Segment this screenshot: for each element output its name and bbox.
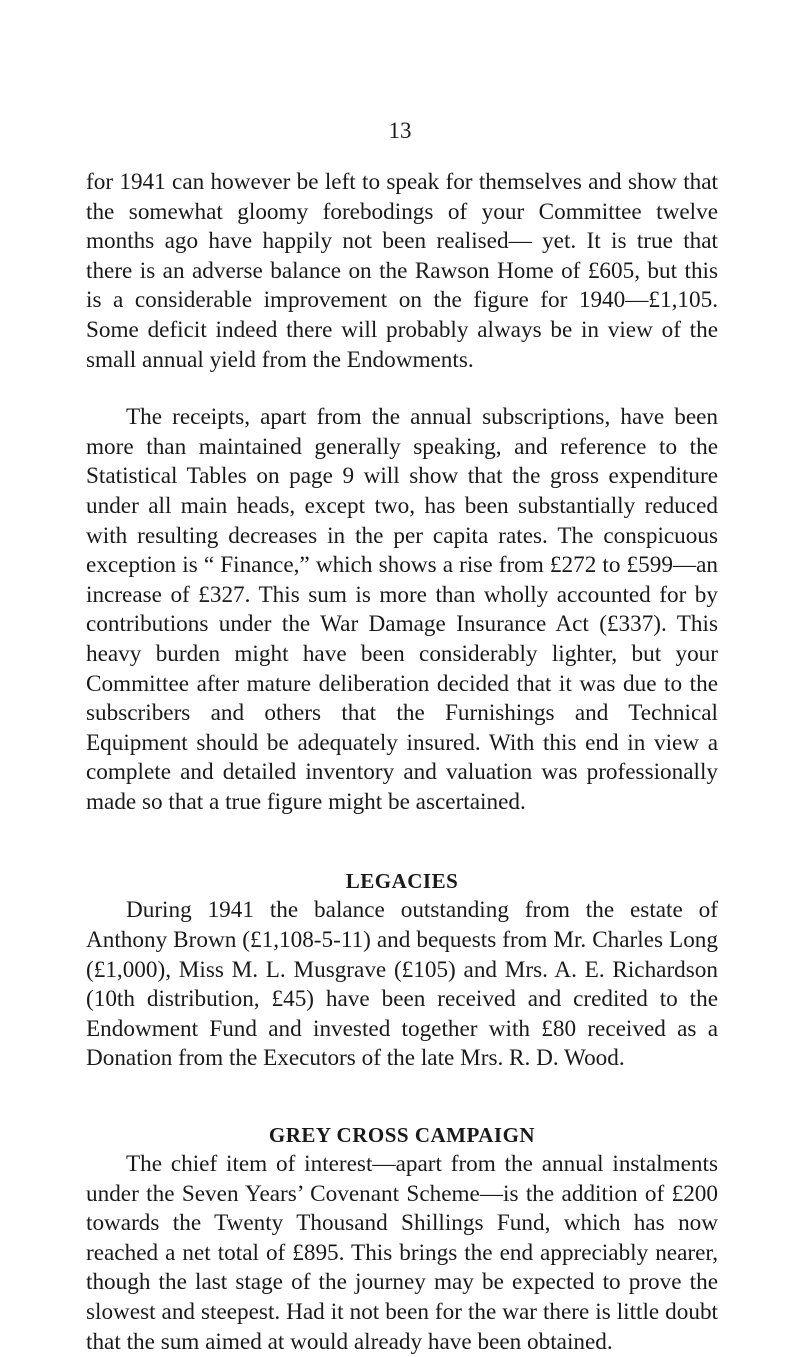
paragraph-receipts-expenditure: The receipts, apart from the annual subscriptions, have been more than maintained generally speaking, and reference to the Statistical Tables on page 9 will show that the gross expenditure under all main heads, except two, has been substantially reduced with resulting decreases in the per capita rates. The conspicuous exception is “ Finance,” which shows a rise from £272 to £599—an increase of £327. This sum is more than wholly accounted for by contributions under the War Damage Insurance Act (£337). This heavy burden might have been considerably lighter, but your Committee after mature deliberation decided that it was due to the subscribers and others that the Furnishings and Technical Equipment should be adequately insured. With this end in view a complete and detailed inventory and valuation was professionally made so that a true figure might be ascertained. xyxy=(86,404,718,815)
section-heading-legacies: LEGACIES xyxy=(345,869,459,894)
document-body xyxy=(86,168,718,1357)
paragraph-finances-1941: for 1941 can however be left to speak for themselves and show that the somewhat gloomy forebodings of your Committee twelve months ago have happily not been realised— yet. It is true that there is an adverse balance on the Rawson Home of £605, but this is a considerable improvement on the figure for 1940—£1,105. Some deficit indeed there will probably always be in view of the small annual yield from the Endowments. xyxy=(86,169,718,373)
paragraph-legacies: During 1941 the balance outstanding from the estate of Anthony Brown (£1,108-5-11) and bequests from Mr. Charles Long (£1,000), Miss M. L. Musgrave (£105) and Mrs. A. E. Richardson (10th distribution, £45) have been received and credited to the Endowment Fund and invested together with £80 received as a Donation from the Executors of the late Mrs. R. D. Wood. xyxy=(86,897,718,1072)
page-number: 13 xyxy=(388,118,412,143)
section-heading-grey-cross-campaign: GREY CROSS CAMPAIGN xyxy=(268,1123,536,1148)
paragraph-grey-cross-campaign: The chief item of interest—apart from the annual instalments under the Seven Years’ Covenant Scheme—is the addition of £200 towards the Twenty Thousand Shillings Fund, which has now reached a net total of £895. This brings the end appreciably nearer, though the last stage of the journey may be expected to prove the slowest and steepest. Had it not been for the war there is little doubt that the sum aimed at would already have been obtained. xyxy=(86,1151,718,1355)
